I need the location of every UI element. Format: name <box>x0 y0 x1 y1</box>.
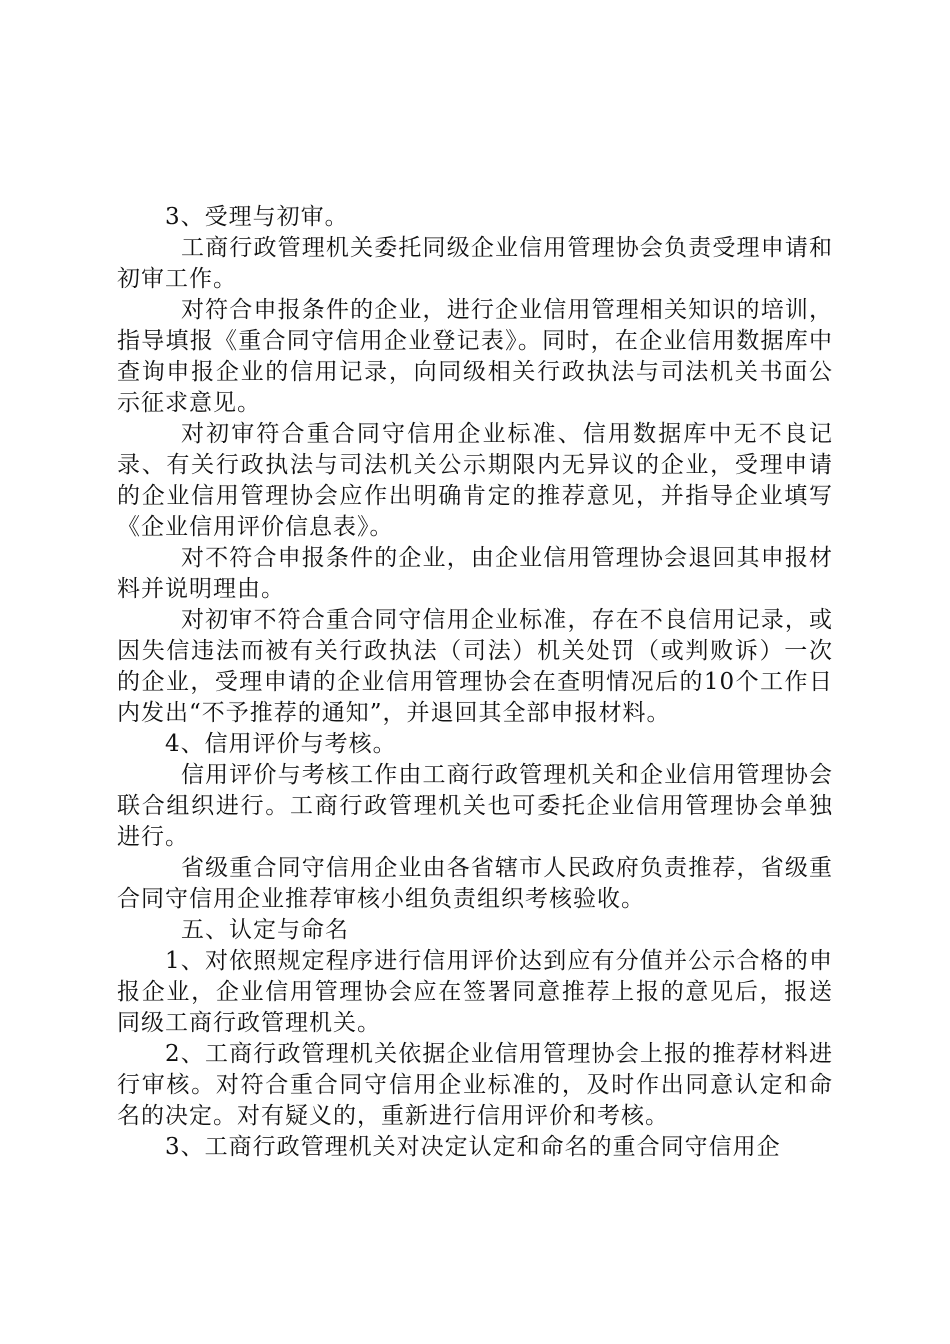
paragraph-joint-organization: 信用评价与考核工作由工商行政管理机关和企业信用管理协会联合组织进行。工商行政管理机关也可委托企业信用管理协会单独进行。 <box>117 762 833 850</box>
paragraph-rejection-notice: 对初审不符合重合同守信用企业标准，存在不良信用记录，或因失信违法而被有关行政执法（司法）机关处罚（或判败诉）一次的企业，受理申请的企业信用管理协会在查明情况后的10个工作日内发出“不予推荐的通知”，并退回其全部申报材料。 <box>117 607 833 726</box>
paragraph-item-3: 3、工商行政管理机关对决定认定和命名的重合同守信用企 <box>165 1134 781 1160</box>
paragraph-return-materials: 对不符合申报条件的企业，由企业信用管理协会退回其申报材料并说明理由。 <box>117 545 833 602</box>
section-heading-certification: 五、认定与命名 <box>181 917 349 943</box>
paragraph-delegation: 工商行政管理机关委托同级企业信用管理协会负责受理申请和初审工作。 <box>117 235 833 292</box>
section-heading-evaluation: 4、信用评价与考核。 <box>165 731 397 757</box>
document-body <box>117 202 833 1163</box>
paragraph-recommendation: 对初审符合重合同守信用企业标准、信用数据库中无不良记录、有关行政执法与司法机关公示期限内无异议的企业，受理申请的企业信用管理协会应作出明确肯定的推荐意见，并指导企业填写《企业信用评价信息表》。 <box>117 421 833 540</box>
paragraph-provincial-recommendation: 省级重合同守信用企业由各省辖市人民政府负责推荐，省级重合同守信用企业推荐审核小组负责组织考核验收。 <box>117 855 833 912</box>
paragraph-item-2: 2、工商行政管理机关依据企业信用管理协会上报的推荐材料进行审核。对符合重合同守信用企业标准的，及时作出同意认定和命名的决定。对有疑义的，重新进行信用评价和考核。 <box>117 1041 833 1129</box>
paragraph-item-1: 1、对依照规定程序进行信用评价达到应有分值并公示合格的申报企业，企业信用管理协会应在签署同意推荐上报的意见后，报送同级工商行政管理机关。 <box>117 948 833 1036</box>
section-heading-accept-review: 3、受理与初审。 <box>165 204 349 230</box>
paragraph-training: 对符合申报条件的企业，进行企业信用管理相关知识的培训，指导填报《重合同守信用企业登记表》。同时，在企业信用数据库中查询申报企业的信用记录，向同级相关行政执法与司法机关书面公示征求意见。 <box>117 297 833 416</box>
